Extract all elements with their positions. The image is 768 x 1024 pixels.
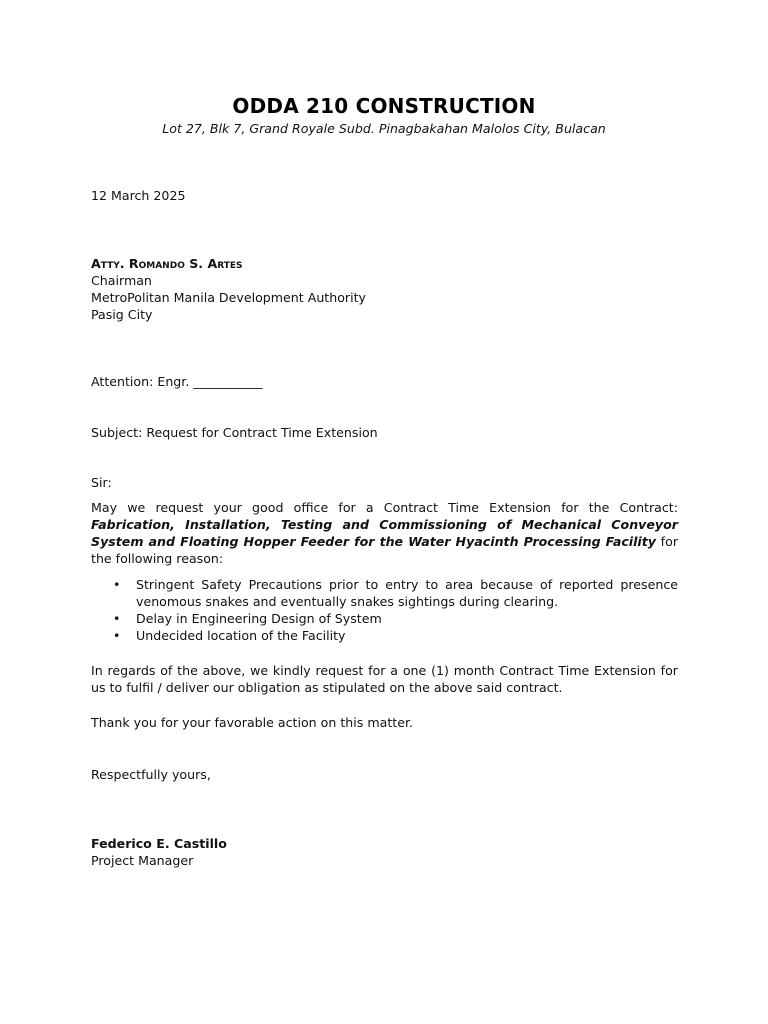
company-address: Lot 27, Blk 7, Grand Royale Subd. Pinagbakahan Malolos City, Bulacan	[162, 121, 606, 136]
recipient-city: Pasig City	[91, 307, 153, 322]
reasons-list	[91, 576, 678, 644]
salutation: Sir:	[91, 475, 112, 490]
request-paragraph	[91, 499, 678, 567]
bullet-icon: •	[113, 628, 121, 643]
thanks-line: Thank you for your favorable action on this matter.	[91, 715, 413, 730]
reason-text: Stringent Safety Precautions prior to entry to area because of reported presence venomous snakes and eventually snakes sightings during clearing.	[136, 577, 678, 609]
company-name: ODDA 210 CONSTRUCTION	[232, 94, 536, 118]
bullet-icon: •	[113, 611, 121, 626]
recipient-title: Chairman	[91, 273, 152, 288]
recipient-block	[91, 255, 678, 323]
closing-line: Respectfully yours,	[91, 767, 211, 782]
letter-date: 12 March 2025	[91, 188, 186, 203]
signatory-name: Federico E. Castillo	[91, 836, 227, 851]
recipient-organization: MetroPolitan Manila Development Authority	[91, 290, 367, 305]
letterhead	[0, 93, 768, 138]
list-item	[91, 610, 678, 627]
signatory-title: Project Manager	[91, 853, 194, 868]
subject-line: Subject: Request for Contract Time Extension	[91, 425, 378, 440]
contract-title: Fabrication, Installation, Testing and Commissioning of Mechanical Conveyor System and Floating Hopper Feeder for the Water Hyacinth Processing Facility	[91, 517, 678, 549]
signatory-block	[91, 835, 678, 869]
request-intro: May we request your good office for a Contract Time Extension for the Contract:	[91, 500, 678, 515]
reason-text: Undecided location of the Facility	[136, 628, 346, 643]
list-item	[91, 627, 678, 644]
regards-paragraph: In regards of the above, we kindly request for a one (1) month Contract Time Extension for us to fulfil / deliver our obligation as stipulated on the above said contract.	[91, 663, 678, 695]
bullet-icon: •	[113, 577, 121, 592]
reason-text: Delay in Engineering Design of System	[136, 611, 382, 626]
list-item	[91, 576, 678, 610]
attention-line: Attention: Engr. ___________	[91, 374, 263, 389]
recipient-name: Atty. Romando S. Artes	[91, 256, 243, 271]
request-outro: for the following reason:	[91, 534, 678, 566]
